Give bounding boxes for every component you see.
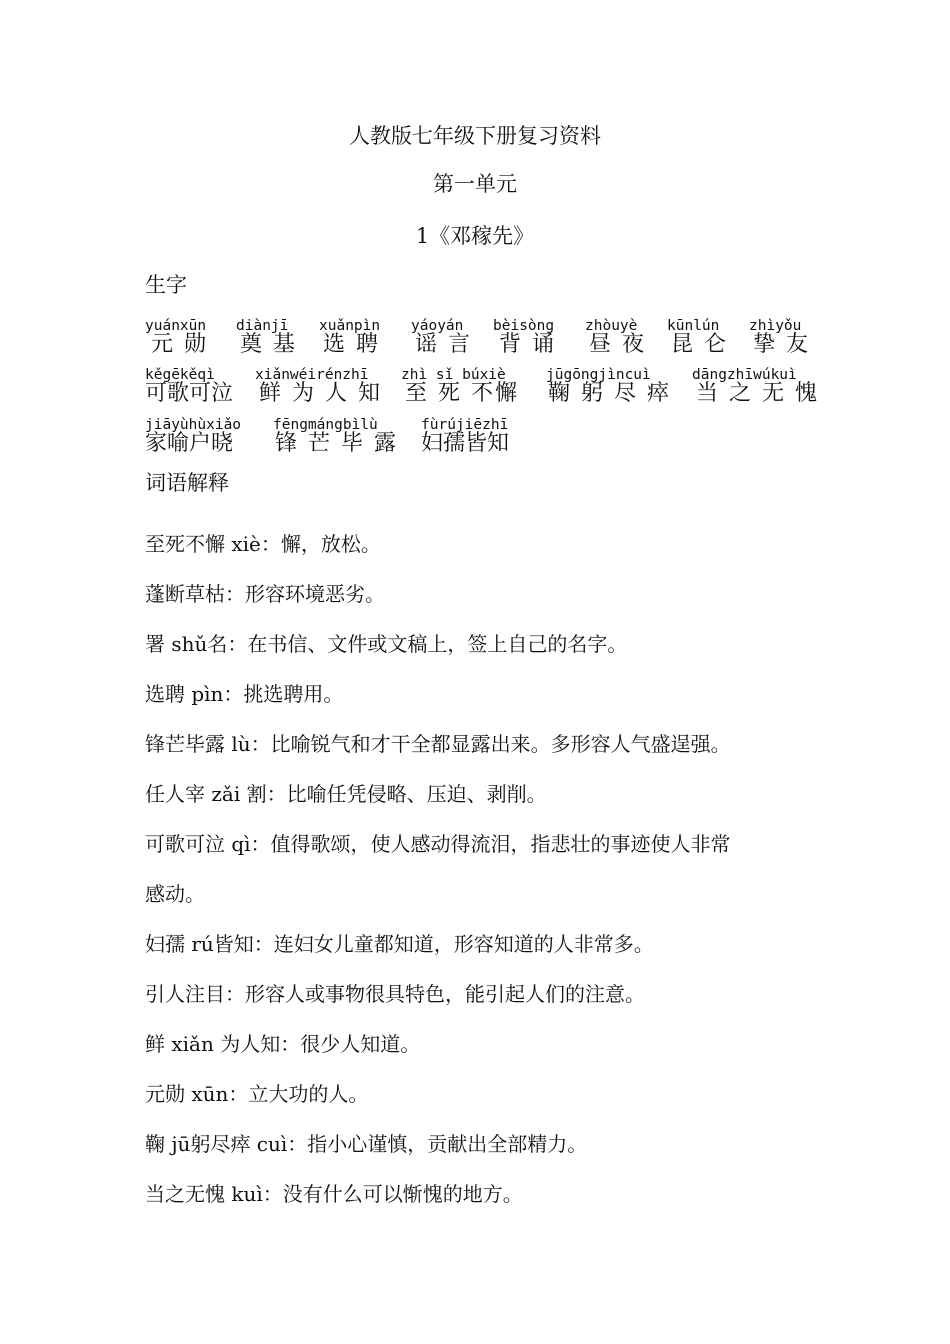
word-pinyin-pair: [145, 367, 233, 405]
pinyin: bèisòng: [493, 318, 555, 334]
section-heading-new-chars: 生字: [145, 273, 187, 297]
word-pinyin-pair: [319, 318, 380, 356]
word-pinyin-pair: [421, 417, 509, 455]
hanzi: 可歌可泣: [145, 381, 234, 406]
word-pinyin-pair: [546, 367, 671, 405]
word-pinyin-pair: [411, 318, 472, 356]
hanzi: 昼 夜: [589, 332, 646, 357]
pinyin: fùrújiēzhī: [421, 417, 509, 433]
word-pinyin-pair: [145, 417, 241, 455]
hanzi: 选 聘: [323, 332, 380, 357]
definition-line: 当之无愧 kuì：没有什么可以惭愧的地方。: [145, 1182, 523, 1206]
hanzi: 背 诵: [499, 332, 556, 357]
word-pinyin-pair: [255, 367, 382, 405]
section-heading-vocab: 词语解释: [145, 471, 229, 495]
hanzi: 家喻户晓: [145, 431, 234, 456]
pinyin: zhì sǐ búxiè: [401, 367, 506, 383]
word-pinyin-pair: [493, 318, 556, 356]
definition-line: 鞠 jū躬尽瘁 cuì：指小心谨慎，贡献出全部精力。: [145, 1132, 588, 1156]
unit-title: 第一单元: [433, 172, 517, 196]
definition-line: 妇孺 rú皆知：连妇女儿童都知道，形容知道的人非常多。: [145, 932, 654, 956]
pinyin: xiǎnwéirénzhī: [255, 367, 369, 383]
word-pinyin-pair: [585, 318, 646, 356]
pinyin: xuǎnpìn: [319, 318, 381, 334]
hanzi: 妇孺皆知: [421, 431, 510, 456]
pinyin: fēngmángbìlù: [273, 417, 378, 433]
hanzi: 至 死 不懈: [405, 381, 519, 406]
pinyin: dāngzhīwúkuì: [692, 367, 797, 383]
definition-line: 引人注目：形容人或事物很具特色，能引起人们的注意。: [145, 982, 645, 1006]
hanzi: 鲜 为 人 知: [259, 381, 382, 406]
pinyin: kūnlún: [667, 318, 720, 334]
hanzi: 昆 仑: [671, 332, 728, 357]
definition-line: 署 shǔ名：在书信、文件或文稿上，签上自己的名字。: [145, 632, 628, 656]
definition-line: 任人宰 zǎi 割：比喻任凭侵略、压迫、剥削。: [145, 782, 547, 806]
document-title: 人教版七年级下册复习资料: [349, 124, 601, 148]
definition-line: 至死不懈 xiè：懈，放松。: [145, 532, 381, 556]
definition-line: 锋芒毕露 lù：比喻锐气和才干全都显露出来。多形容人气盛逞强。: [145, 732, 731, 756]
definition-line: 感动。: [145, 882, 205, 906]
pinyin: yáoyán: [411, 318, 464, 334]
definition-line: 蓬断草枯：形容环境恶劣。: [145, 582, 385, 606]
definition-line: 鲜 xiǎn 为人知：很少人知道。: [145, 1032, 421, 1056]
pinyin: jiāyùhùxiǎo: [145, 417, 242, 433]
hanzi: 鞠 躬 尽 瘁: [548, 381, 671, 406]
word-pinyin-pair: [236, 318, 297, 356]
pinyin: zhìyǒu: [749, 318, 802, 334]
hanzi: 挚 友: [753, 332, 810, 357]
hanzi: 元 勋: [151, 332, 208, 357]
hanzi: 奠 基: [240, 332, 297, 357]
pinyin: jūgōngjìncuì: [546, 367, 651, 383]
word-pinyin-pair: [145, 318, 208, 356]
word-pinyin-pair: [273, 417, 398, 455]
word-pinyin-pair: [749, 318, 810, 356]
definition-line: 选聘 pìn：挑选聘用。: [145, 682, 344, 706]
lesson-title: 1《邓稼先》: [415, 224, 535, 248]
hanzi: 锋 芒 毕 露: [275, 431, 398, 456]
word-pinyin-pair: [401, 367, 519, 405]
pinyin: zhòuyè: [585, 318, 638, 334]
hanzi: 当 之 无 愧: [696, 381, 819, 406]
pinyin: kěgēkěqì: [145, 367, 215, 383]
word-pinyin-pair: [692, 367, 819, 405]
definition-line: 元勋 xūn：立大功的人。: [145, 1082, 369, 1106]
definition-list: [145, 519, 825, 1219]
word-pinyin-pair: [667, 318, 728, 356]
hanzi: 谣 言: [415, 332, 472, 357]
definition-line: 可歌可泣 qì：值得歌颂，使人感动得流泪，指悲壮的事迹使人非常: [145, 832, 731, 856]
pinyin: diànjī: [236, 318, 289, 334]
pinyin: yuánxūn: [145, 318, 207, 334]
